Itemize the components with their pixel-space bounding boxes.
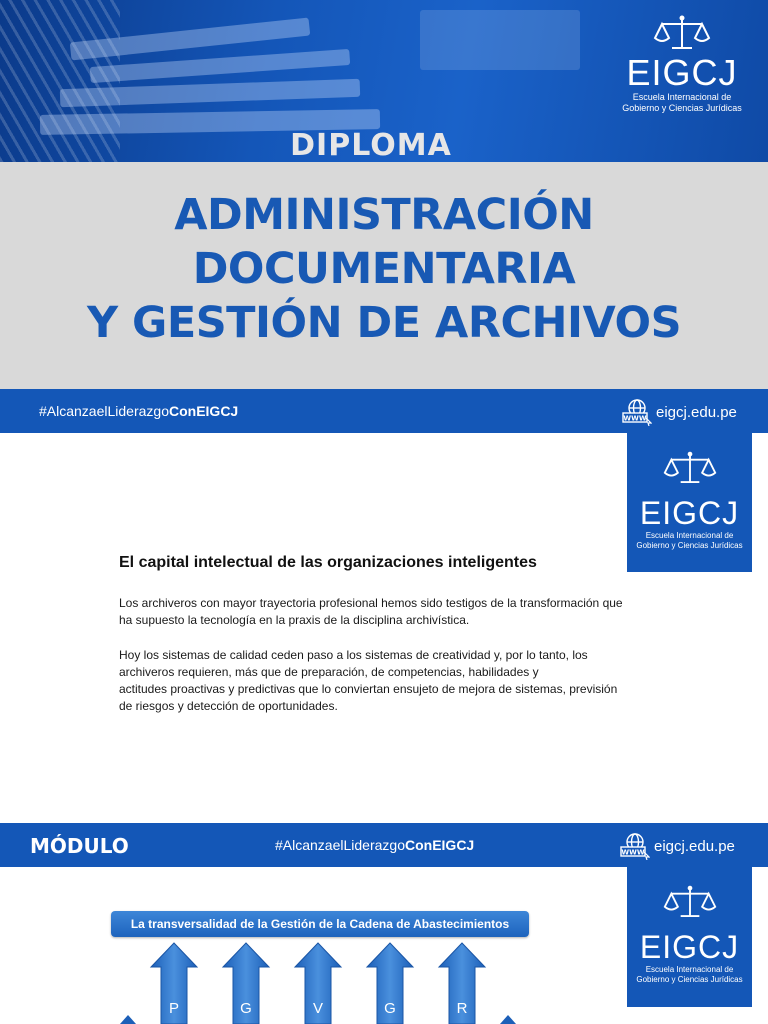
arrow-letter: R (456, 1000, 468, 1017)
paragraph-1-line: Los archiveros con mayor trayectoria profesional hemos sido testigos de la transformación que (119, 596, 623, 610)
program-title-line-2: DOCUMENTARIA (192, 244, 576, 294)
logo-name: EIGCJ (639, 929, 740, 965)
www-globe-icon (620, 832, 650, 860)
supply-chain-arrows (0, 823, 620, 1024)
arrow-letter: G (384, 1000, 396, 1017)
paragraph-1 (119, 595, 679, 629)
website-url: eigcj.edu.pe (656, 403, 737, 421)
background-desk (420, 10, 580, 70)
website-link[interactable] (622, 398, 737, 426)
logo-subtitle-2: Gobierno y Ciencias Jurídicas (622, 103, 742, 113)
paragraph-2-line: actitudes proactivas y predictivas que lo conviertan ensujeto de mejora de sistemas, previsión (119, 682, 618, 696)
logo-subtitle-1: Escuela Internacional de (645, 531, 734, 540)
content-page (0, 433, 768, 823)
hashtag-prefix: #AlcanzaelLiderazgo (275, 837, 405, 853)
program-title-line-3: Y GESTIÓN DE ARCHIVOS (86, 298, 682, 348)
scales-of-justice-icon (662, 883, 718, 923)
scales-of-justice-icon (662, 449, 718, 489)
diploma-label: DIPLOMA (290, 128, 452, 163)
svg-text:WWW: WWW (621, 848, 645, 857)
chain-title-box: La transversalidad de la Gestión de la Cadena de Abastecimientos (111, 911, 529, 937)
scales-of-justice-icon (652, 14, 712, 54)
website-link[interactable] (620, 832, 735, 860)
eigcj-logo-tile (627, 433, 752, 572)
hashtag-bold: ConEIGCJ (168, 403, 239, 419)
hashtag (39, 403, 238, 419)
website-url: eigcj.edu.pe (654, 837, 735, 855)
logo-subtitle-1: Escuela Internacional de (632, 92, 732, 102)
arrow-letter: G (240, 1000, 252, 1017)
logo-subtitle-2: Gobierno y Ciencias Jurídicas (636, 541, 743, 550)
arrow-letter: V (312, 1000, 324, 1017)
eigcj-logo (612, 14, 752, 144)
paragraph-2-line: de riesgos y detección de oportunidades. (119, 699, 338, 713)
cover-footer-bar (0, 389, 768, 433)
eigcj-logo-tile (627, 867, 752, 1007)
logo-subtitle-2: Gobierno y Ciencias Jurídicas (636, 975, 743, 984)
hashtag-prefix: #AlcanzaelLiderazgo (39, 403, 169, 419)
cover-page (0, 0, 768, 433)
arrow-letter: P (168, 1000, 180, 1017)
paragraph-1-line: ha supuesto la tecnología en la praxis de la disciplina archivística. (119, 613, 470, 627)
section-heading: El capital intelectual de las organizaciones inteligentes (119, 554, 537, 571)
paragraph-2-line: Hoy los sistemas de calidad ceden paso a los sistemas de creatividad y, por lo tanto, los (119, 648, 588, 662)
logo-name: EIGCJ (639, 495, 740, 531)
paragraph-2 (119, 647, 679, 715)
logo-subtitle-1: Escuela Internacional de (645, 965, 734, 974)
logo-name: EIGCJ (626, 52, 738, 93)
hashtag-bold: ConEIGCJ (404, 837, 475, 853)
www-globe-icon (622, 398, 652, 426)
program-title-line-1: ADMINISTRACIÓN (174, 190, 594, 240)
program-title (0, 188, 768, 350)
svg-text:WWW: WWW (623, 414, 647, 423)
module-label: MÓDULO (30, 834, 129, 858)
paragraph-2-line: archiveros requieren, más que de preparación, de competencias, habilidades y (119, 665, 539, 679)
module-page (0, 823, 768, 1024)
